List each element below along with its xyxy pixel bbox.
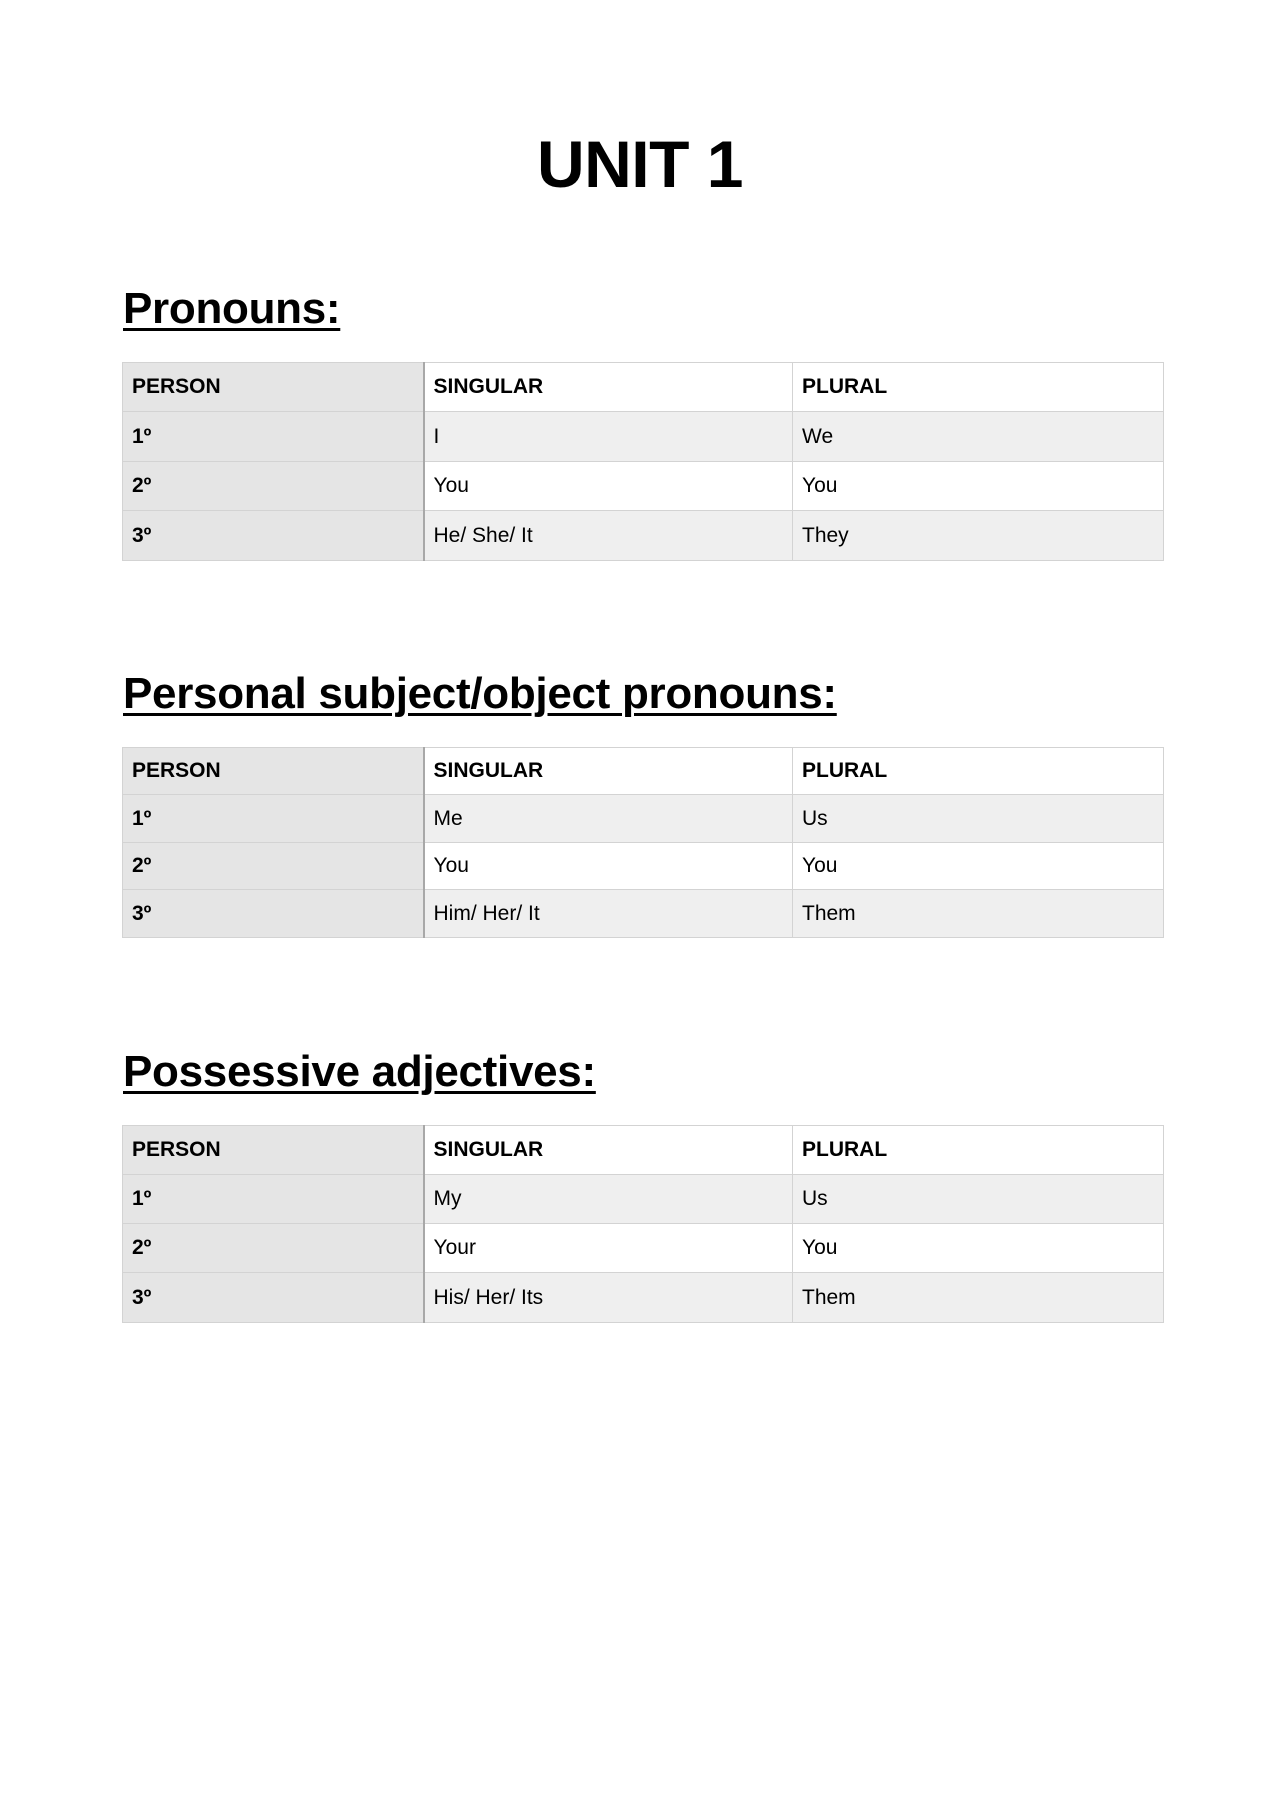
person-cell: 2º [123,462,424,511]
singular-cell: Your [424,1224,793,1273]
person-cell: 1º [123,795,424,843]
singular-cell: My [424,1175,793,1224]
person-cell: 1º [123,1175,424,1224]
singular-cell: Me [424,795,793,843]
header-cell-person: PERSON [123,748,424,795]
header-cell-plural: PLURAL [793,748,1164,795]
singular-cell: His/ Her/ Its [424,1273,793,1323]
singular-cell: You [424,843,793,890]
plural-cell: You [793,843,1164,890]
pronouns-table [122,362,1164,561]
plural-cell: Them [793,890,1164,938]
singular-cell: He/ She/ It [424,511,793,561]
plural-cell: Us [793,795,1164,843]
person-cell: 3º [123,890,424,938]
header-cell-person: PERSON [123,1126,424,1175]
header-cell-singular: SINGULAR [424,1126,793,1175]
section-heading-pronouns: Pronouns: [123,284,341,333]
plural-cell: You [793,462,1164,511]
section-heading-possessive-adjectives: Possessive adjectives: [123,1047,596,1096]
singular-cell: You [424,462,793,511]
singular-cell: I [424,412,793,462]
person-cell: 3º [123,1273,424,1323]
header-cell-plural: PLURAL [793,1126,1164,1175]
table-row [123,890,1164,938]
singular-cell: Him/ Her/ It [424,890,793,938]
person-cell: 1º [123,412,424,462]
page-title: UNIT 1 [536,127,744,201]
header-cell-singular: SINGULAR [424,748,793,795]
plural-cell: Them [793,1273,1164,1323]
table-row [123,1175,1164,1224]
possessive-adjectives-table [122,1125,1164,1323]
table-row [123,1273,1164,1323]
table-header-row [123,1126,1164,1175]
table-header-row [123,748,1164,795]
person-cell: 2º [123,843,424,890]
table-row [123,795,1164,843]
table-row [123,462,1164,511]
plural-cell: We [793,412,1164,462]
section-heading-personal-pronouns: Personal subject/object pronouns: [123,669,837,718]
table-row [123,412,1164,462]
header-cell-plural: PLURAL [793,363,1164,412]
header-cell-singular: SINGULAR [424,363,793,412]
table-row [123,1224,1164,1273]
plural-cell: They [793,511,1164,561]
table-row [123,511,1164,561]
header-cell-person: PERSON [123,363,424,412]
personal-pronouns-table [122,747,1164,938]
person-cell: 3º [123,511,424,561]
person-cell: 2º [123,1224,424,1273]
table-row [123,843,1164,890]
plural-cell: You [793,1224,1164,1273]
plural-cell: Us [793,1175,1164,1224]
table-header-row [123,363,1164,412]
